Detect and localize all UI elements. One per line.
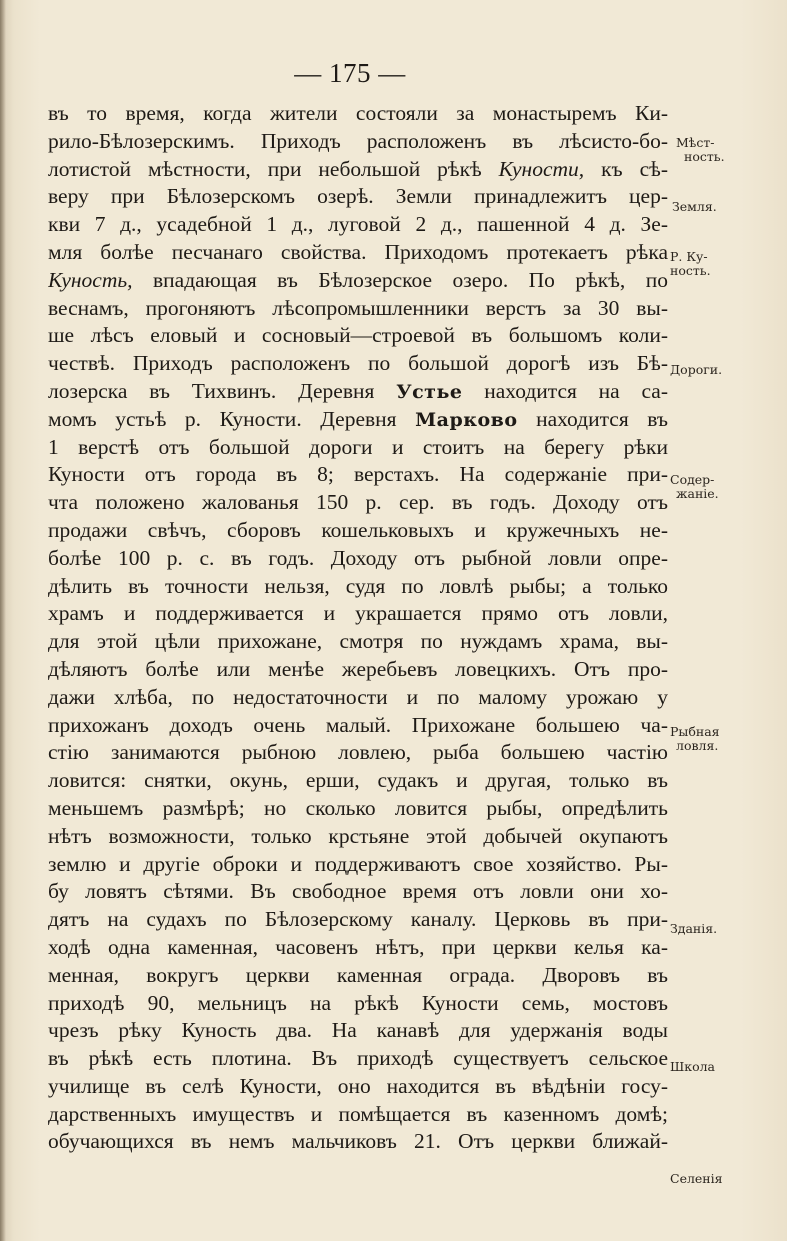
text-line: бу ловятъ сѣтями. Въ свободное время отъ ловли они хо- bbox=[48, 879, 668, 904]
text-line: дарственныхъ имуществъ и помѣщается въ казенномъ домѣ; bbox=[48, 1101, 668, 1126]
text-line: рило-Бѣлозерскимъ. Приходъ расположенъ въ лѣсисто-бо- bbox=[48, 128, 668, 153]
text-line: въ то время, когда жители состояли за монастыремъ Ки- bbox=[48, 101, 668, 125]
margin-notes bbox=[668, 0, 786, 1241]
text-line: въ рѣкѣ есть плотина. Въ приходѣ существуетъ сельское bbox=[48, 1046, 668, 1071]
text-line: веру при Бѣлозерскомъ озерѣ. Земли принадлежитъ цер- bbox=[48, 184, 668, 209]
text-line bbox=[48, 267, 668, 295]
river-name: Куность, bbox=[48, 267, 133, 292]
text-line: дятъ на судахъ по Бѣлозерскому каналу. Церковь въ при- bbox=[48, 907, 668, 932]
text-line: стію занимаются рыбною ловлею, рыба большею частію bbox=[48, 740, 668, 765]
text-line: мля болѣе песчанаго свойства. Приходомъ протекаетъ рѣка bbox=[48, 239, 668, 264]
text-run: лотистой мѣстности, при небольшой рѣкѣ bbox=[48, 156, 499, 181]
margin-note: Рыбная bbox=[670, 724, 720, 739]
margin-note: ловля. bbox=[676, 737, 719, 753]
text-line bbox=[48, 378, 668, 406]
margin-note: Содер- bbox=[670, 472, 715, 487]
margin-note: ность. bbox=[670, 262, 711, 278]
text-line: приходѣ 90, мельницъ на рѣкѣ Куности семь, мостовъ bbox=[48, 990, 668, 1015]
text-line: чествѣ. Приходъ расположенъ по большой дорогѣ изъ Бѣ- bbox=[48, 351, 668, 376]
text-line: кви 7 д., усадебной 1 д., луговой 2 д., пашенной 4 д. Зе- bbox=[48, 212, 668, 237]
text-line: храмъ и поддерживается и украшается прямо отъ ловли, bbox=[48, 601, 668, 626]
text-line: для этой цѣли прихожане, смотря по нуждамъ храма, вы- bbox=[48, 629, 668, 654]
text-run: къ сѣ- bbox=[584, 156, 668, 181]
text-line: 1 верстѣ отъ большой дороги и стоитъ на берегу рѣки bbox=[48, 434, 668, 459]
text-line bbox=[48, 406, 668, 434]
text-line: прихожанъ доходъ очень малый. Прихожане большею ча- bbox=[48, 712, 668, 737]
text-line: обучающихся въ немъ мальчиковъ 21. Отъ церкви ближай- bbox=[48, 1129, 668, 1154]
text-line bbox=[48, 156, 668, 184]
text-line: училище въ селѣ Куности, оно находится въ вѣдѣніи госу- bbox=[48, 1073, 668, 1098]
spine-shadow bbox=[0, 0, 6, 1241]
text-line: меньшемъ размѣрѣ; но сколько ловится рыбы, опредѣлить bbox=[48, 795, 668, 820]
margin-note: жаніе. bbox=[676, 485, 719, 501]
text-line: веснамъ, прогоняютъ лѣсопромышленники верстъ за 30 вы- bbox=[48, 295, 668, 320]
text-line: ше лѣсъ еловый и сосновый—строевой въ большомъ коли- bbox=[48, 323, 668, 348]
text-line: чрезъ рѣку Куность два. На канавѣ для удержанія воды bbox=[48, 1018, 668, 1043]
margin-note: Зданія. bbox=[670, 921, 718, 936]
text-line: чта положено жалованья 150 р. сер. въ годъ. Доходу отъ bbox=[48, 490, 668, 515]
text-line: Куности отъ города въ 8; верстахъ. На содержаніе при- bbox=[48, 462, 668, 487]
text-line: менная, вокругъ церкви каменная ограда. Дворовъ въ bbox=[48, 962, 668, 987]
text-line: продажи свѣчъ, сборовъ кошельковыхъ и кружечныхъ не- bbox=[48, 517, 668, 542]
text-line: дѣляютъ болѣе или менѣе жеребьевъ ловецкихъ. Отъ про- bbox=[48, 656, 668, 681]
margin-note: Мѣст- bbox=[676, 135, 715, 150]
page-number: — 175 — bbox=[294, 58, 406, 88]
text-line: болѣе 100 р. с. въ годъ. Доходу отъ рыбной ловли опре- bbox=[48, 545, 668, 570]
body-text bbox=[48, 100, 668, 1156]
margin-note: Селенія bbox=[670, 1171, 723, 1186]
text-run: лозерска въ Тихвинъ. Деревня bbox=[48, 378, 397, 403]
margin-note: Дороги. bbox=[670, 362, 723, 377]
text-line: дажи хлѣба, по недостаточности и по малому урожаю у bbox=[48, 684, 668, 709]
text-line: землю и другіе оброки и поддерживаютъ свое хозяйство. Ры- bbox=[48, 851, 668, 876]
margin-note: Школа bbox=[670, 1059, 715, 1074]
margin-note: ность. bbox=[684, 148, 725, 164]
text-run: находится на са- bbox=[462, 378, 668, 403]
text-run: момъ устьѣ р. Куности. Деревня bbox=[48, 406, 416, 431]
margin-note: Р. Ку- bbox=[670, 249, 708, 264]
text-run: находится въ bbox=[517, 406, 668, 431]
place-name: Устье bbox=[396, 380, 463, 403]
text-line: ходѣ одна каменная, часовенъ нѣтъ, при церкви келья ка- bbox=[48, 934, 668, 959]
text-line: ловится: снятки, окунь, ерши, судакъ и другая, только въ bbox=[48, 768, 668, 793]
river-name: Куности, bbox=[498, 156, 585, 181]
text-run: впадающая въ Бѣлозерское озеро. По рѣкѣ, по bbox=[132, 267, 668, 292]
place-name: Марково bbox=[415, 408, 518, 431]
text-line: нѣтъ возможности, только крстьяне этой добычей окупаютъ bbox=[48, 823, 668, 848]
margin-note: Земля. bbox=[672, 199, 717, 214]
text-line: дѣлить въ точности нельзя, судя по ловлѣ рыбы; а только bbox=[48, 573, 668, 598]
